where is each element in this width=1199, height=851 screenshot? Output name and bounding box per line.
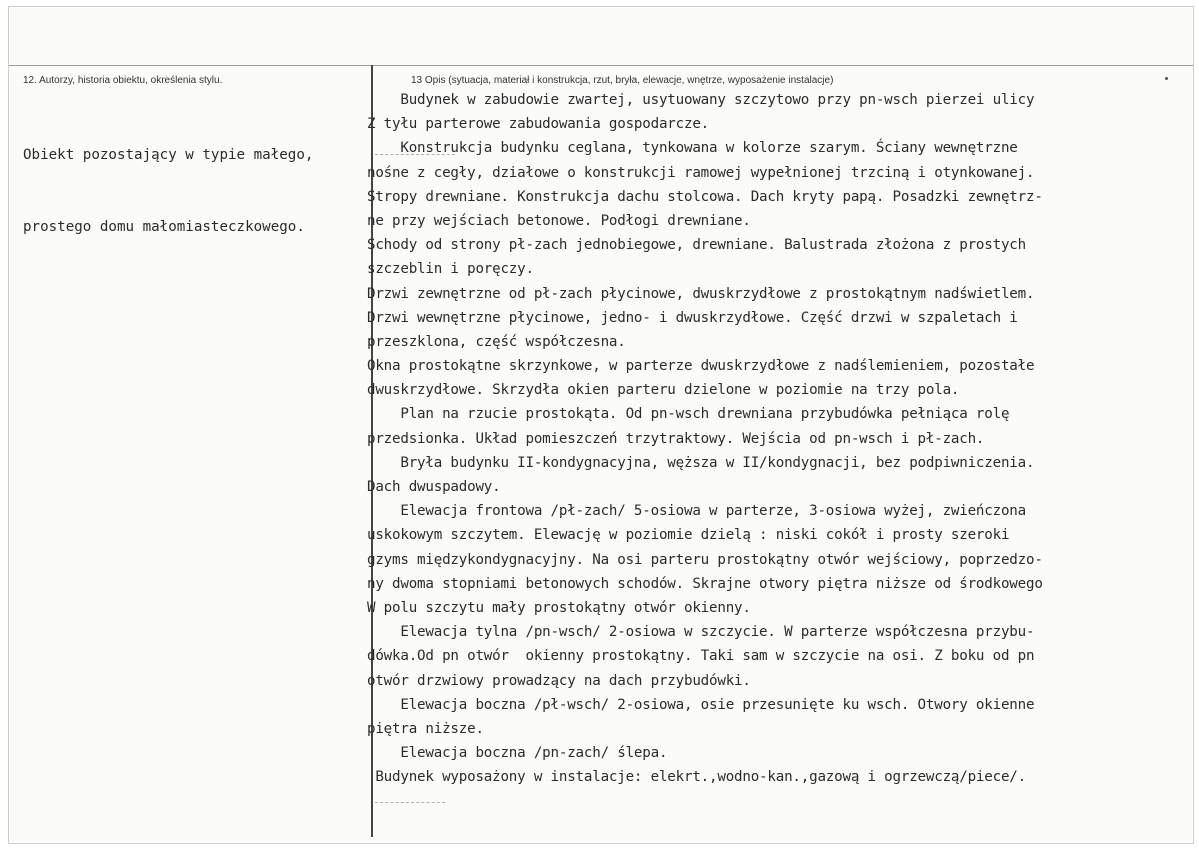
text-line: W polu szczytu mały prostokątny otwór okienny. bbox=[367, 599, 751, 616]
text-line: uskokowym szczytem. Elewację w poziomie dzielą : niski cokół i prosty szeroki bbox=[367, 527, 1010, 544]
text-line: Budynek w zabudowie zwartej, usytuowany szczytowo przy pn-wsch pierzei ulicy bbox=[367, 92, 1035, 108]
text-line: Elewacja boczna /pł-wsch/ 2-osiowa, osie przesunięte ku wsch. Otwory okienne bbox=[367, 696, 1035, 713]
header-rule bbox=[9, 65, 1193, 66]
text-line: Elewacja boczna /pn-zach/ ślepa. bbox=[367, 745, 668, 762]
text-line: przeszklona, część współczesna. bbox=[367, 333, 626, 350]
text-line: piętra niższe. bbox=[367, 720, 484, 737]
ink-dot bbox=[1165, 77, 1168, 80]
text-line: ny dwoma stopniami betonowych schodów. Skrajne otwory piętra niższe od środkowego bbox=[367, 575, 1043, 592]
text-line: Dach dwuspadowy. bbox=[367, 479, 501, 495]
text-line: Elewacja tylna /pn-wsch/ 2-osiowa w szczycie. W parterze współczesna przybu- bbox=[367, 624, 1035, 641]
section-12-heading: 12. Autorzy, historia obiektu, określenia stylu. bbox=[23, 75, 223, 86]
text-line: ne przy wejściach betonowe. Podłogi drewniane. bbox=[367, 212, 751, 229]
text-line: nośne z cegły, działowe o konstrukcji ramowej wypełnionej trzciną i otynkowanej. bbox=[367, 164, 1035, 181]
text-line: szczeblin i poręczy. bbox=[367, 261, 534, 278]
text-line: Stropy drewniane. Konstrukcja dachu stolcowa. Dach kryty papą. Posadzki zewnętrz- bbox=[367, 188, 1043, 205]
text-line: przedsionka. Układ pomieszczeń trzytraktowy. Wejścia od pn-wsch i pł-zach. bbox=[367, 430, 985, 447]
text-line: Drzwi wewnętrzne płycinowe, jedno- i dwuskrzydłowe. Część drzwi w szpaletach i bbox=[367, 309, 1018, 326]
text-line: Konstrukcja budynku ceglana, tynkowana w kolorze szarym. Ściany wewnętrzne bbox=[367, 140, 1018, 157]
text-line: prostego domu małomiasteczkowego. bbox=[23, 219, 305, 235]
section-12-text bbox=[23, 95, 373, 287]
dashed-rule bbox=[375, 802, 445, 803]
text-line: gzyms międzykondygnacyjny. Na osi parteru prostokątny otwór wejściowy, poprzedzo- bbox=[367, 551, 1043, 568]
text-line: Obiekt pozostający w typie małego, bbox=[23, 147, 314, 163]
text-line: Drzwi zewnętrzne od pł-zach płycinowe, dwuskrzydłowe z prostokątnym nadświetlem. bbox=[367, 285, 1035, 302]
section-13-text bbox=[367, 88, 1182, 789]
text-line: Budynek wyposażony w instalacje: elekrt.,wodno-kan.,gazową i ogrzewczą/piece/. bbox=[367, 769, 1026, 786]
text-line: dówka.Od pn otwór okienny prostokątny. Taki sam w szczycie na osi. Z boku od pn bbox=[367, 648, 1035, 665]
text-line: Schody od strony pł-zach jednobiegowe, drewniane. Balustrada złożona z prostych bbox=[367, 237, 1026, 254]
text-line: Z tyłu parterowe zabudowania gospodarcze. bbox=[367, 116, 710, 133]
text-line: dwuskrzydłowe. Skrzydła okien parteru dzielone w poziomie na trzy pola. bbox=[367, 382, 960, 399]
text-line: Bryła budynku II-kondygnacyjna, węższa w II/kondygnacji, bez podpiwniczenia. bbox=[367, 454, 1035, 471]
text-line: otwór drzwiowy prowadzący na dach przybudówki. bbox=[367, 672, 751, 689]
text-line: Okna prostokątne skrzynkowe, w parterze dwuskrzydłowe z nadślemieniem, pozostałe bbox=[367, 358, 1035, 375]
section-13-heading: 13 Opis (sytuacja, materiał i konstrukcja, rzut, bryła, elewacje, wnętrze, wyposażenie instalacje) bbox=[411, 75, 834, 86]
text-line: Elewacja frontowa /pł-zach/ 5-osiowa w parterze, 3-osiowa wyżej, zwieńczona bbox=[367, 503, 1026, 520]
text-line: Plan na rzucie prostokąta. Od pn-wsch drewniana przybudówka pełniąca rolę bbox=[367, 406, 1010, 423]
